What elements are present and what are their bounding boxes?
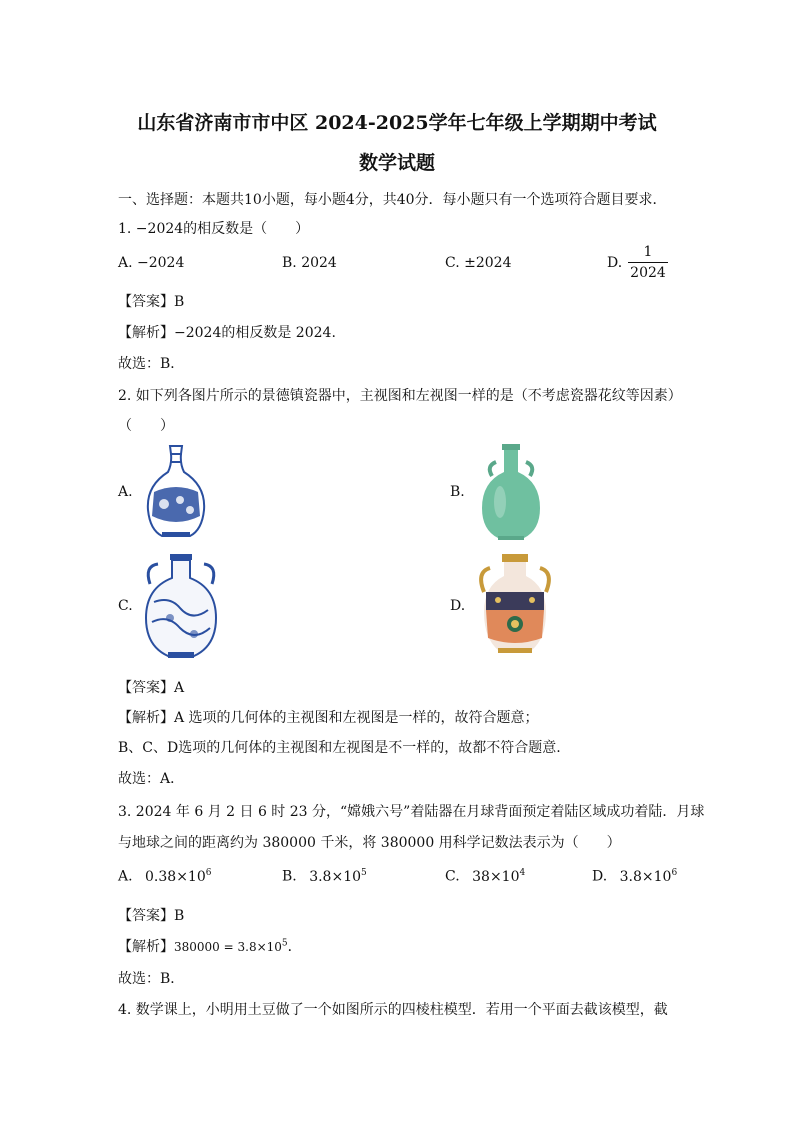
q3-option-d-base: 3.8×10 bbox=[619, 868, 672, 885]
q3-option-c bbox=[445, 868, 525, 885]
q2-option-c-label: C. bbox=[118, 598, 133, 614]
section-heading: 一、选择题：本题共10小题，每小题4分，共40分．每小题只有一个选项符合题目要求． bbox=[118, 192, 667, 208]
q2-stem-cont: （ ） bbox=[118, 418, 174, 434]
q1-stem: 1. −2024的相反数是（ ） bbox=[118, 221, 310, 237]
q3-analysis-suffix: ． bbox=[287, 939, 302, 955]
fraction-denominator: 2024 bbox=[630, 265, 666, 281]
q1-answer: 【答案】B bbox=[118, 294, 185, 310]
q2-analysis-1: 【解析】A 选项的几何体的主视图和左视图是一样的，故符合题意； bbox=[118, 710, 539, 726]
q3-option-b-base: 3.8×10 bbox=[309, 868, 362, 885]
q3-option-b-exponent: 5 bbox=[361, 868, 367, 878]
q3-stem-1: 3. 2024 年 6 月 2 日 6 时 23 分，“嫦娥六号”着陆器在月球背面预定着陆区域成功着陆．月球 bbox=[118, 804, 705, 820]
q2-option-d-label: D. bbox=[450, 598, 466, 614]
q3-analysis-label: 【解析】 bbox=[118, 939, 174, 955]
q3-answer: 【答案】B bbox=[118, 908, 185, 924]
q3-option-d-label: D. bbox=[592, 868, 608, 885]
q1-option-b: B. 2024 bbox=[282, 255, 337, 271]
q3-option-c-label: C. bbox=[445, 868, 460, 885]
q3-option-a-base: 0.38×10 bbox=[145, 868, 206, 885]
q2-option-b-label: B. bbox=[450, 484, 465, 500]
q2-analysis-2: B、C、D选项的几何体的主视图和左视图是不一样的，故都不符合题意. bbox=[118, 740, 561, 756]
q3-option-a-exponent: 6 bbox=[205, 868, 212, 878]
q1-option-c: C. ±2024 bbox=[445, 255, 512, 271]
document-subtitle: 数学试题 bbox=[358, 152, 435, 174]
q3-option-c-base: 38×10 bbox=[472, 868, 520, 885]
q3-option-b bbox=[282, 868, 367, 885]
q1-option-d-label: D. bbox=[607, 255, 623, 271]
q3-conclusion: 故选：B． bbox=[118, 971, 185, 987]
q4-stem: 4. 数学课上，小明用土豆做了一个如图所示的四棱柱模型．若用一个平面去截该模型，截 bbox=[118, 1002, 668, 1018]
q3-option-d-exponent: 6 bbox=[671, 868, 678, 878]
moon-flask-vase-image bbox=[140, 552, 222, 662]
q2-stem: 2. 如下列各图片所示的景德镇瓷器中，主视图和左视图一样的是（不考虑瓷器花纹等因素） bbox=[118, 388, 682, 404]
q1-analysis: 【解析】−2024的相反数是 2024. bbox=[118, 325, 336, 341]
q3-analysis-exponent: 5 bbox=[281, 938, 288, 949]
q3-option-a bbox=[118, 868, 211, 885]
fraction-numerator: 1 bbox=[643, 244, 653, 260]
q1-option-a: A. −2024 bbox=[118, 255, 185, 271]
q1-conclusion: 故选：B． bbox=[118, 356, 185, 372]
celadon-vase-image bbox=[476, 442, 546, 542]
q3-option-b-label: B. bbox=[282, 868, 297, 885]
q3-option-a-label: A. bbox=[118, 868, 133, 885]
q2-option-a-label: A. bbox=[118, 484, 133, 500]
q3-option-c-exponent: 4 bbox=[519, 868, 526, 878]
fraction-bar bbox=[628, 262, 668, 263]
q1-option-d-fraction bbox=[628, 243, 668, 282]
q2-conclusion: 故选：A． bbox=[118, 771, 185, 787]
gilded-painted-vase-image bbox=[474, 552, 556, 656]
q3-analysis-expression: 380000 = 3.8×10 bbox=[174, 940, 282, 954]
blue-white-vase-image bbox=[140, 442, 212, 542]
q3-option-d bbox=[592, 868, 677, 885]
q3-stem-2: 与地球之间的距离约为 380000 千米，将 380000 用科学记数法表示为（ ） bbox=[118, 835, 621, 851]
q2-answer: 【答案】A bbox=[118, 680, 185, 696]
document-title: 山东省济南市市中区 2024-2025学年七年级上学期期中考试 bbox=[137, 112, 657, 134]
q3-analysis bbox=[118, 936, 302, 956]
